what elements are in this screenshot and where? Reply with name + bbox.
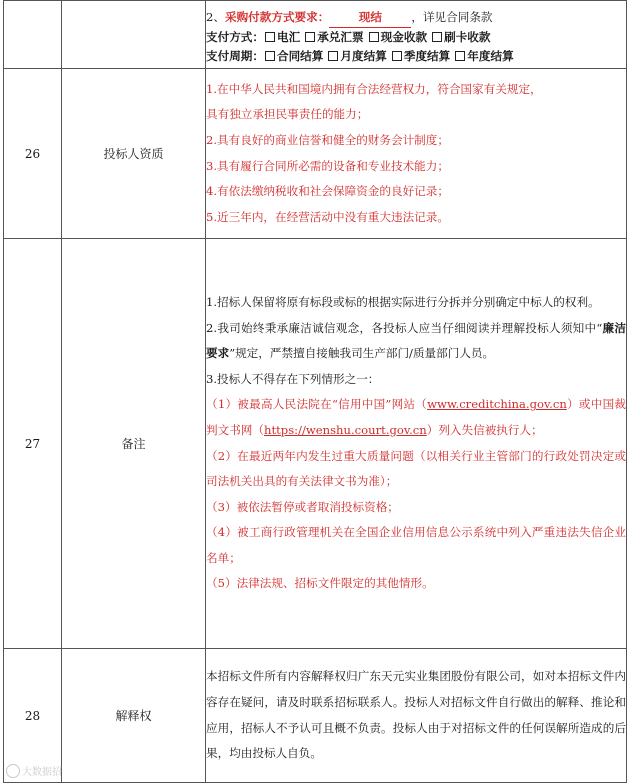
table-row bbox=[4, 1, 627, 69]
payment-req-prefix: 2、 bbox=[206, 9, 225, 24]
qualification-line: 1.在中华人民共和国境内拥有合法经营权力，符合国家有关规定， bbox=[206, 81, 542, 96]
checkbox-icon[interactable] bbox=[265, 32, 275, 42]
pay-cycle-option: 月度结算 bbox=[340, 48, 387, 63]
qualification-line: 5.近三年内，在经营活动中没有重大违法记录。 bbox=[206, 209, 449, 224]
checkbox-icon[interactable] bbox=[328, 51, 338, 61]
checkbox-icon[interactable] bbox=[305, 32, 315, 42]
exclusion-clause bbox=[206, 392, 626, 443]
pay-cycle-label: 支付周期： bbox=[206, 48, 264, 63]
watermark-logo-icon bbox=[6, 764, 20, 778]
remark-paragraph bbox=[206, 316, 626, 367]
pay-method-option: 刷卡收款 bbox=[444, 29, 491, 44]
row-item-cell bbox=[62, 1, 206, 69]
qualification-line: 4.有依法缴纳税收和社会保障资金的良好记录； bbox=[206, 184, 449, 199]
checkbox-icon[interactable] bbox=[432, 32, 442, 42]
remark-text: ）或中国裁判文书网（ bbox=[206, 397, 626, 437]
wenshu-link[interactable]: https://wenshu.court.gov.cn bbox=[263, 422, 427, 437]
exclusion-clause: （3）被依法暂停或者取消投标资格； bbox=[206, 499, 399, 514]
pay-cycle-option: 合同结算 bbox=[276, 48, 324, 63]
payment-requirements-cell bbox=[206, 1, 627, 69]
exclusion-clause: （5）法律法规、招标文件限定的其他情形。 bbox=[206, 576, 434, 591]
row-item-cell: 备注 bbox=[62, 239, 206, 649]
remark-text: 2.我司始终秉承廉洁诚信观念，各投标人应当仔细阅读并理解投标人须知中“ bbox=[206, 320, 603, 335]
row-number-cell bbox=[4, 1, 62, 69]
qualification-line: 3.具有履行合同所必需的设备和专业技术能力； bbox=[206, 158, 449, 173]
remark-paragraph: 3.投标人不得存在下列情形之一： bbox=[206, 371, 380, 386]
checkbox-icon[interactable] bbox=[369, 32, 379, 42]
payment-req-value: 现结 bbox=[329, 8, 411, 28]
remark-text: ”规定，严禁擅自接触我司生产部门/质量部门人员。 bbox=[229, 346, 495, 361]
row-item-cell: 投标人资质 bbox=[62, 69, 206, 239]
remark-text: ）列入失信被执行人； bbox=[426, 422, 543, 437]
payment-req-label: 采购付款方式要求： bbox=[224, 9, 330, 24]
qualification-line: 具有独立承担民事责任的能力； bbox=[206, 107, 369, 122]
remark-text: （1）被最高人民法院在“信用中国”网站（ bbox=[206, 397, 428, 412]
integrity-requirement-text: 廉洁要求 bbox=[206, 320, 626, 361]
checkbox-icon[interactable] bbox=[392, 51, 402, 61]
row-number-cell: 28 bbox=[4, 649, 62, 783]
table-row bbox=[4, 239, 627, 649]
remarks-cell bbox=[206, 239, 627, 649]
exclusion-clause: （2）在最近两年内发生过重大质量问题（以相关行业主管部门的行政处罚决定或司法机关出具的有关法律文书为准）； bbox=[206, 448, 626, 489]
pay-cycle-line bbox=[206, 47, 626, 66]
checkbox-icon[interactable] bbox=[265, 51, 275, 61]
table-row bbox=[4, 649, 627, 783]
table-row bbox=[4, 69, 627, 239]
pay-method-option: 现金收款 bbox=[380, 29, 428, 44]
pay-method-option: 承兑汇票 bbox=[317, 29, 364, 44]
pay-method-label: 支付方式： bbox=[206, 29, 264, 44]
pay-cycle-option: 年度结算 bbox=[467, 48, 514, 63]
interpretation-rights-cell: 本招标文件所有内容解释权归广东天元实业集团股份有限公司，如对本招标文件内容存在疑问，请及时联系招标联系人。投标人对招标文件自行做出的解释、推论和应用，招标人不予认可且概不负责。投标人由于对招标文件的任何误解所造成的后果，均由投标人自负。 bbox=[206, 649, 627, 783]
checkbox-icon[interactable] bbox=[455, 51, 465, 61]
remark-paragraph: 1.招标人保留将原有标段或标的根据实际进行分拆并分别确定中标人的权利。 bbox=[206, 294, 600, 309]
exclusion-clause: （4）被工商行政管理机关在全国企业信用信息公示系统中列入严重违法失信企业名单； bbox=[206, 525, 626, 565]
pay-cycle-option: 季度结算 bbox=[403, 48, 451, 63]
watermark-text: 大数据招 bbox=[22, 767, 62, 778]
row-number-cell: 27 bbox=[4, 239, 62, 649]
payment-requirement-line bbox=[206, 8, 626, 28]
pay-method-line bbox=[206, 28, 626, 47]
row-number-cell: 26 bbox=[4, 69, 62, 239]
pay-method-option: 电汇 bbox=[276, 29, 301, 44]
creditchina-link[interactable]: www.creditchina.gov.cn bbox=[427, 397, 567, 412]
bidder-qualification-cell bbox=[206, 69, 627, 239]
row-item-cell: 解释权 bbox=[62, 649, 206, 783]
bid-requirements-table bbox=[3, 0, 627, 783]
watermark bbox=[6, 763, 62, 778]
qualification-line: 2.具有良好的商业信誉和健全的财务会计制度； bbox=[206, 132, 449, 147]
payment-req-suffix: ，详见合同条款 bbox=[411, 9, 493, 24]
